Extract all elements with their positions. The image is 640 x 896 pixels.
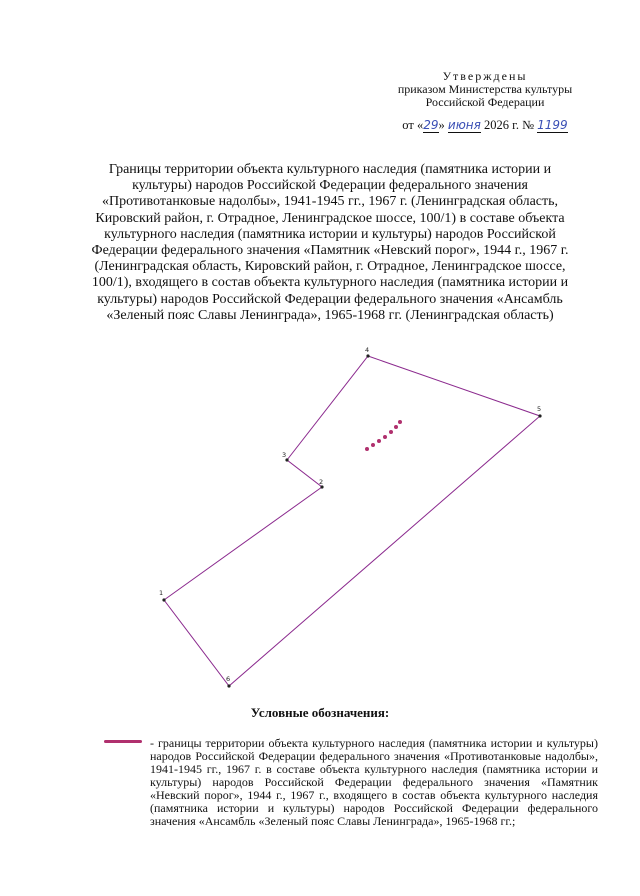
vertex-label-4: 4 xyxy=(365,346,370,354)
boundary-map xyxy=(0,330,640,700)
order-line xyxy=(350,119,620,133)
vertex-label-1: 1 xyxy=(159,589,164,597)
boundary-vertices xyxy=(162,354,541,687)
order-number: 1199 xyxy=(537,118,568,132)
document-title: Границы территории объекта культурного наследия (памятника истории и культуры) народов Российской Федерации федерального значения «Противотанковые надолбы», 1941-1945 гг., 1967 г. (Ленинградская область, Кировский район, г. Отрадное, Ленинградское шоссе, 100/1) в составе объекта культурного наследия (памятника истории и культуры) народов Российской Федерации федерального значения «Памятник «Невский порог», 1944 г., 1967 г. (Ленинградская область, Кировский район, г. Отрадное, Ленинградское шоссе, 100/1), входящего в состав объекта культурного наследия (памятника истории и культуры) народов Российской Федерации федерального значения «Ансамбль «Зеленый пояс Славы Ленинграда», 1965-1968 гг. (Ленинградская область) xyxy=(91,162,569,323)
marker-dot xyxy=(377,439,381,443)
vertex-label-5: 5 xyxy=(537,405,542,413)
marker-dot xyxy=(389,430,393,434)
approval-block xyxy=(350,70,620,133)
approval-line-2: Российской Федерации xyxy=(425,95,545,109)
order-prefix: от « xyxy=(402,118,424,132)
vertex-5 xyxy=(538,414,541,417)
vertex-label-3: 3 xyxy=(282,451,287,459)
marker-dot xyxy=(398,420,402,424)
vertex-6 xyxy=(227,684,230,687)
boundary-polygon xyxy=(164,356,540,686)
order-year: 2026 г. № xyxy=(480,118,538,132)
approval-line-1: приказом Министерства культуры xyxy=(397,82,573,96)
marker-dot xyxy=(394,425,398,429)
legend-heading: Условные обозначения: xyxy=(250,705,390,720)
marker-dot xyxy=(365,447,369,451)
vertex-label-2: 2 xyxy=(319,478,324,486)
marker-dot xyxy=(383,435,387,439)
vertex-1 xyxy=(162,598,165,601)
order-month: июня xyxy=(447,118,481,132)
vertex-4 xyxy=(366,354,369,357)
legend-boundary-text: - границы территории объекта культурного наследия (памятника истории и культуры) народов Российской Федерации федерального значения «Противотанковые надолбы», 1941-1945 гг., 1967 г. в составе объекта культурного наследия (памятника истории и культуры) народов Российской Федерации федерального значения «Памятник «Невский порог», 1944 г., 1967 г., входящего в состав объекта культурного наследия (памятника истории и культуры) народов Российской Федерации федерального значения «Ансамбль «Зеленый пояс Славы Ленинграда», 1965-1968 гг.; xyxy=(150,736,598,828)
approval-heading: Утверждены xyxy=(442,69,528,83)
object-marker xyxy=(365,420,402,451)
marker-dot xyxy=(371,443,375,447)
legend-boundary-swatch xyxy=(104,740,142,743)
vertex-label-6: 6 xyxy=(226,675,231,683)
order-day: 29 xyxy=(423,118,439,132)
order-mid: » xyxy=(438,118,448,132)
